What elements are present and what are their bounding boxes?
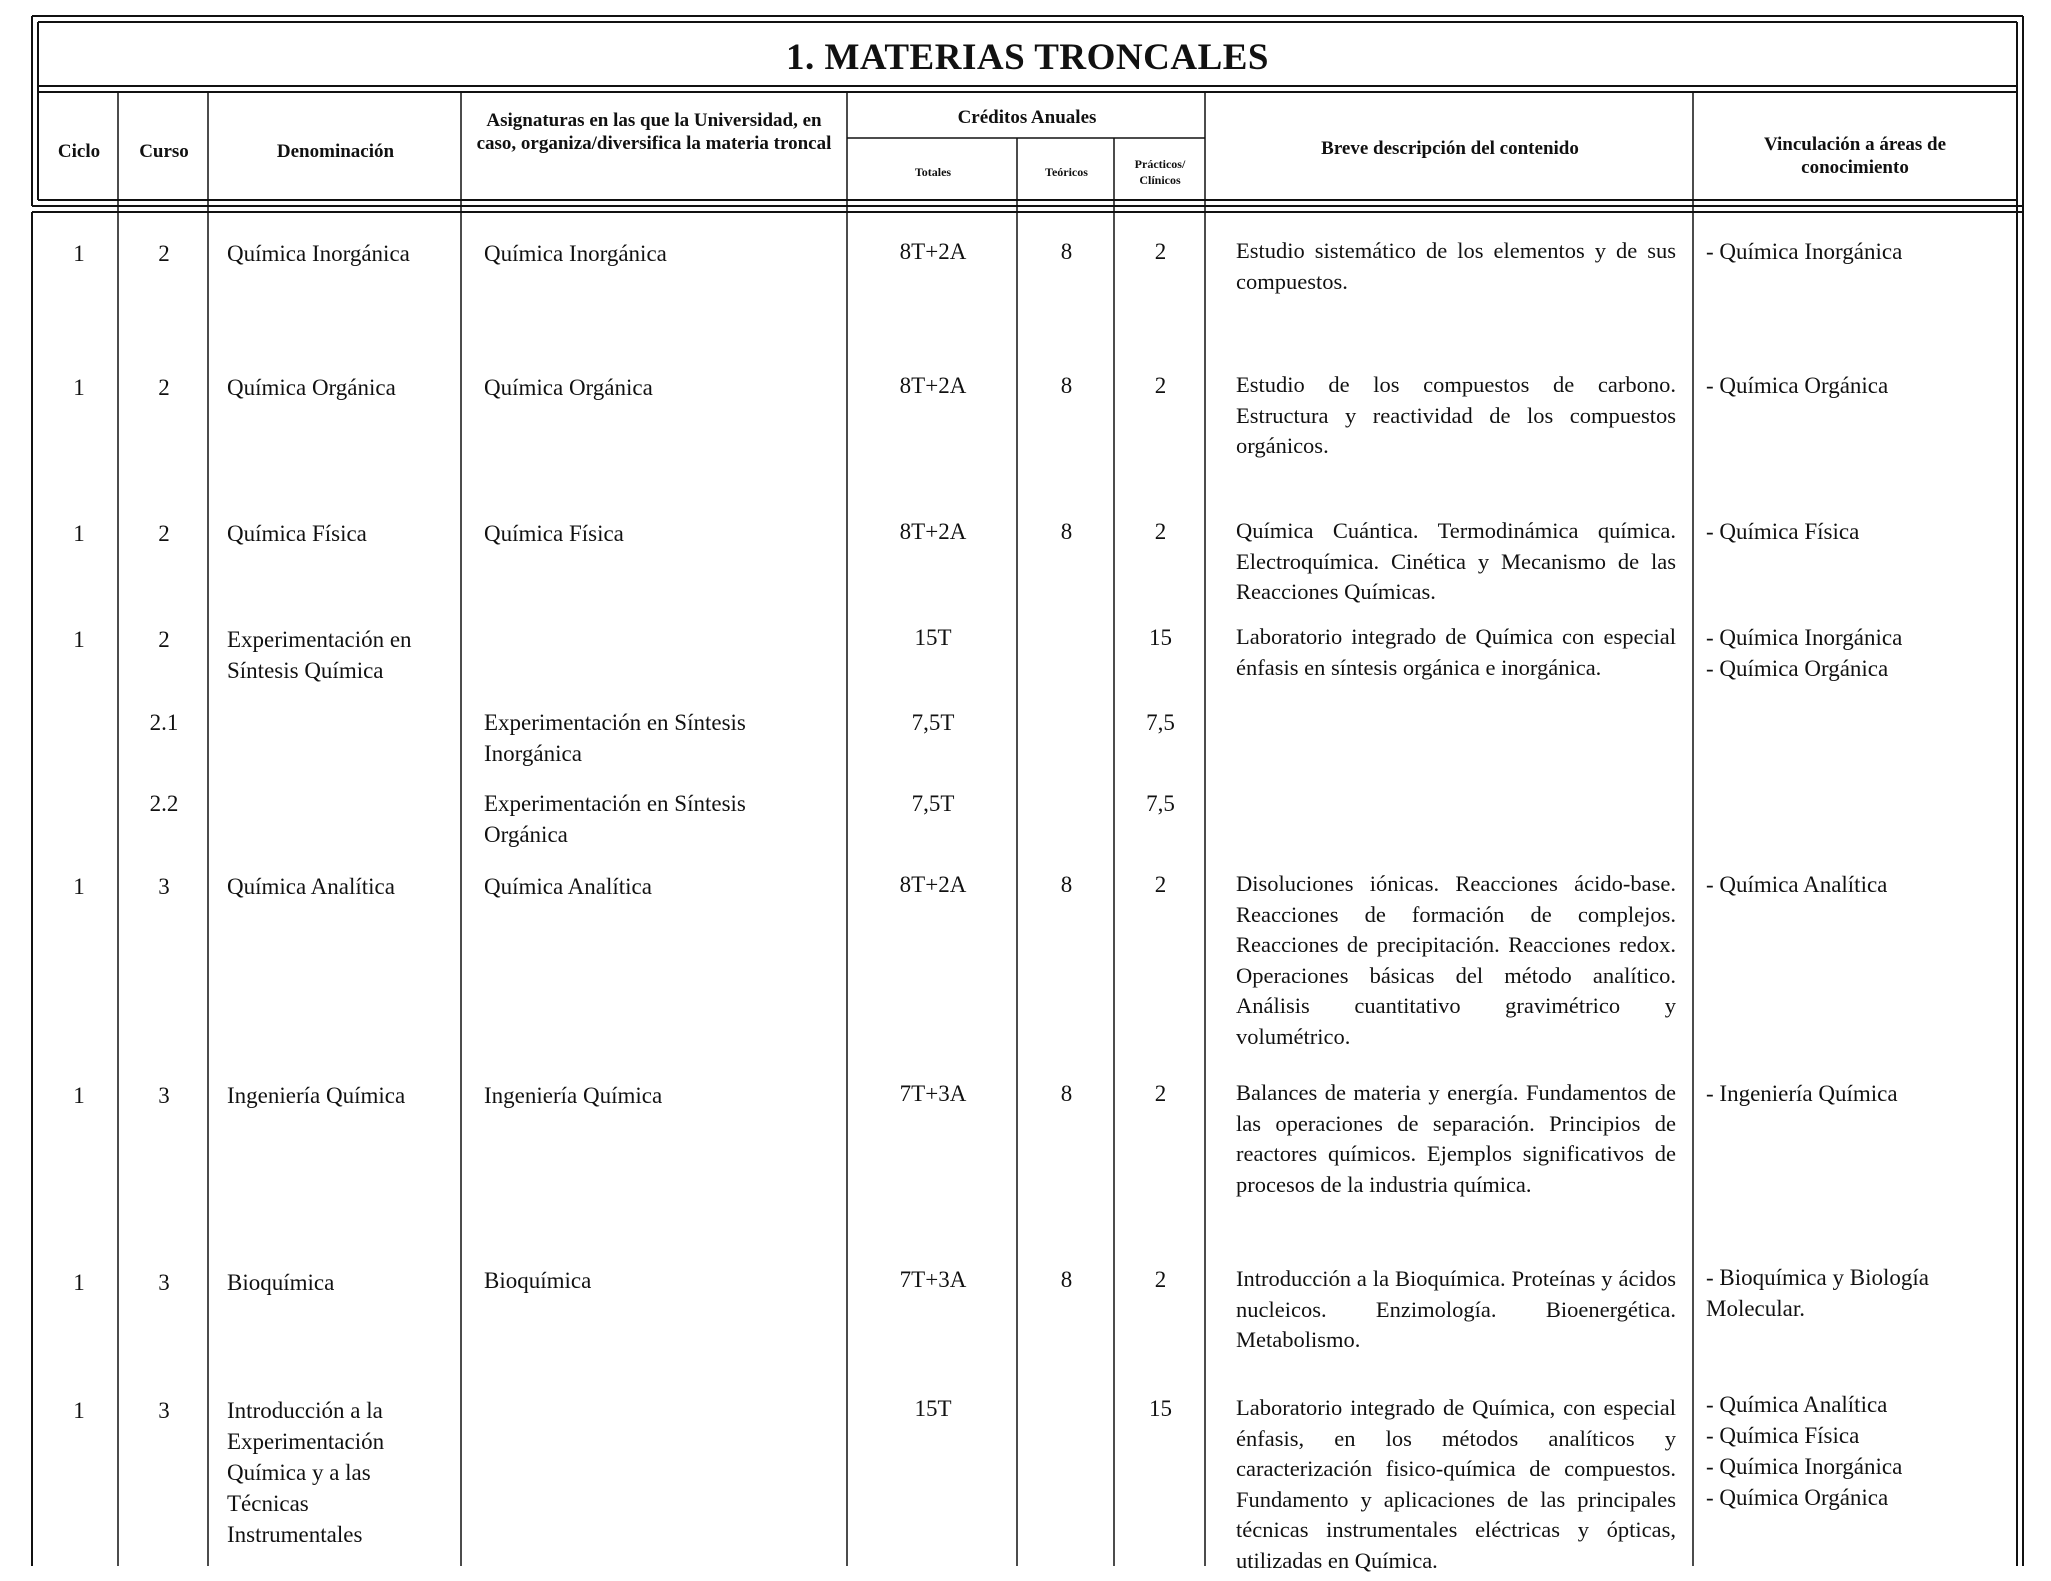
cell-asignatura: Química Analítica xyxy=(484,874,652,899)
header-ciclo: Ciclo xyxy=(57,141,101,162)
cell-denominacion: Química Orgánica xyxy=(227,375,396,400)
cell-asignatura: Experimentación en Síntesis Orgánica xyxy=(484,791,746,847)
cell-practicos: 2 xyxy=(1154,872,1167,897)
cell-ciclo: 1 xyxy=(73,521,85,546)
header-descripcion: Breve descripción del contenido xyxy=(1321,138,1579,159)
cell-practicos: 2 xyxy=(1154,1267,1167,1292)
cell-denominacion: Ingeniería Química xyxy=(227,1083,406,1108)
cell-area: - Bioquímica y Biología Molecular. xyxy=(1706,1265,1929,1321)
cell-curso: 2.2 xyxy=(149,791,179,816)
cell-teoricos: 8 xyxy=(1060,519,1073,544)
cell-denominacion: Introducción a la Experimentación Química y a las Técnicas Instrumentales xyxy=(227,1398,385,1547)
cell-area: - Química Inorgánica xyxy=(1706,239,1903,264)
cell-denominacion: Química Analítica xyxy=(227,874,395,899)
cell-teoricos: 8 xyxy=(1060,1267,1073,1292)
cell-totales: 7T+3A xyxy=(899,1081,967,1106)
cell-descripcion: Disoluciones iónicas. Reacciones ácido-base. Reacciones de formación de complejos. Reacciones de precipitación. Reacciones redox. Operaciones básicas del método analítico. Análisis cuantitativo gravimétrico y volumétrico. xyxy=(1236,871,1676,1049)
cell-area: - Química Física xyxy=(1706,519,1860,544)
cell-area: - Química Física xyxy=(1706,1423,1860,1448)
cell-totales: 15T xyxy=(914,625,952,650)
cell-denominacion: Química Física xyxy=(227,521,367,546)
cell-ciclo: 1 xyxy=(73,1270,85,1295)
cell-asignatura: Ingeniería Química xyxy=(484,1083,663,1108)
cell-totales: 15T xyxy=(914,1396,952,1421)
header-asignaturas: Asignaturas en las que la Universidad, en caso, organiza/diversifica la materia troncal xyxy=(476,110,832,154)
cell-denominacion: Bioquímica xyxy=(227,1270,335,1295)
cell-practicos: 2 xyxy=(1154,239,1167,264)
cell-ciclo: 1 xyxy=(73,375,85,400)
cell-ciclo: 1 xyxy=(73,1083,85,1108)
cell-totales: 7,5T xyxy=(911,791,955,816)
cell-totales: 8T+2A xyxy=(899,373,967,398)
cell-teoricos: 8 xyxy=(1060,872,1073,897)
cell-curso: 2 xyxy=(158,241,170,266)
cell-area: - Química Orgánica xyxy=(1706,373,1889,398)
cell-ciclo: 1 xyxy=(73,1398,85,1423)
cell-curso: 3 xyxy=(158,1270,170,1295)
cell-teoricos: 8 xyxy=(1060,1081,1073,1106)
header-creditos: Créditos Anuales xyxy=(957,107,1097,128)
cell-area: - Química Orgánica xyxy=(1706,1485,1889,1510)
cell-descripcion: Estudio sistemático de los elementos y de sus compuestos. xyxy=(1236,238,1676,294)
cell-descripcion: Laboratorio integrado de Química, con especial énfasis, en los métodos analíticos y caracterización fisico-química de compuestos. Fundamento y aplicaciones de las principales técnicas instrumentales eléctricas y ópticas, utilizadas en Química. xyxy=(1236,1395,1676,1573)
cell-practicos: 2 xyxy=(1154,1081,1167,1106)
cell-practicos: 15 xyxy=(1149,625,1172,650)
cell-asignatura: Química Inorgánica xyxy=(484,241,667,266)
cell-practicos: 2 xyxy=(1154,519,1167,544)
cell-curso: 3 xyxy=(158,1083,170,1108)
cell-area: - Química Inorgánica xyxy=(1706,625,1903,650)
cell-asignatura: Experimentación en Síntesis Inorgánica xyxy=(484,710,746,766)
cell-ciclo: 1 xyxy=(73,874,85,899)
cell-descripcion: Química Cuántica. Termodinámica química. Electroquímica. Cinética y Mecanismo de las Reacciones Químicas. xyxy=(1236,518,1676,604)
cell-practicos: 7,5 xyxy=(1146,791,1175,816)
page-title: 1. MATERIAS TRONCALES xyxy=(785,37,1270,78)
header-vinculacion: Vinculación a áreas de conocimiento xyxy=(1763,134,1947,178)
cell-totales: 8T+2A xyxy=(899,872,967,897)
cell-ciclo: 1 xyxy=(73,241,85,266)
header-totales: Totales xyxy=(914,165,952,179)
cell-practicos: 15 xyxy=(1149,1396,1172,1421)
cell-asignatura: Química Física xyxy=(484,521,624,546)
document-page xyxy=(30,14,2025,1573)
cell-denominacion: Química Inorgánica xyxy=(227,241,410,266)
cell-teoricos: 8 xyxy=(1060,239,1073,264)
cell-totales: 8T+2A xyxy=(899,519,967,544)
cell-area: - Química Inorgánica xyxy=(1706,1454,1903,1479)
cell-totales: 7,5T xyxy=(911,710,955,735)
cell-curso: 2.1 xyxy=(149,710,179,735)
header-teoricos: Teóricos xyxy=(1045,165,1088,179)
cell-teoricos: 8 xyxy=(1060,373,1073,398)
cell-denominacion: Experimentación en Síntesis Química xyxy=(227,627,412,683)
cell-area: - Química Analítica xyxy=(1706,872,1888,897)
cell-area: - Ingeniería Química xyxy=(1706,1081,1898,1106)
cell-curso: 3 xyxy=(158,874,170,899)
cell-ciclo: 1 xyxy=(73,627,85,652)
cell-descripcion: Balances de materia y energía. Fundamentos de las operaciones de separación. Principios de reactores químicos. Ejemplos significativos de procesos de la industria química. xyxy=(1236,1080,1676,1197)
header-practicos: Prácticos/ Clínicos xyxy=(1134,157,1186,187)
cell-asignatura: Química Orgánica xyxy=(484,375,653,400)
cell-practicos: 7,5 xyxy=(1146,710,1175,735)
header-curso: Curso xyxy=(139,141,189,162)
cell-descripcion: Introducción a la Bioquímica. Proteínas y ácidos nucleicos. Enzimología. Bioenergética. Metabolismo. xyxy=(1236,1266,1676,1352)
cell-curso: 2 xyxy=(158,521,170,546)
cell-area: - Química Orgánica xyxy=(1706,656,1889,681)
cell-practicos: 2 xyxy=(1154,373,1167,398)
cell-totales: 8T+2A xyxy=(899,239,967,264)
cell-descripcion: Laboratorio integrado de Química con especial énfasis en síntesis orgánica e inorgánica. xyxy=(1236,624,1676,680)
cell-curso: 3 xyxy=(158,1398,170,1423)
cell-totales: 7T+3A xyxy=(899,1267,967,1292)
cell-curso: 2 xyxy=(158,627,170,652)
cell-area: - Química Analítica xyxy=(1706,1392,1888,1417)
cell-descripcion: Estudio de los compuestos de carbono. Estructura y reactividad de los compuestos orgánicos. xyxy=(1236,372,1676,458)
header-denominacion: Denominación xyxy=(276,141,395,162)
cell-curso: 2 xyxy=(158,375,170,400)
cell-asignatura: Bioquímica xyxy=(484,1268,592,1293)
